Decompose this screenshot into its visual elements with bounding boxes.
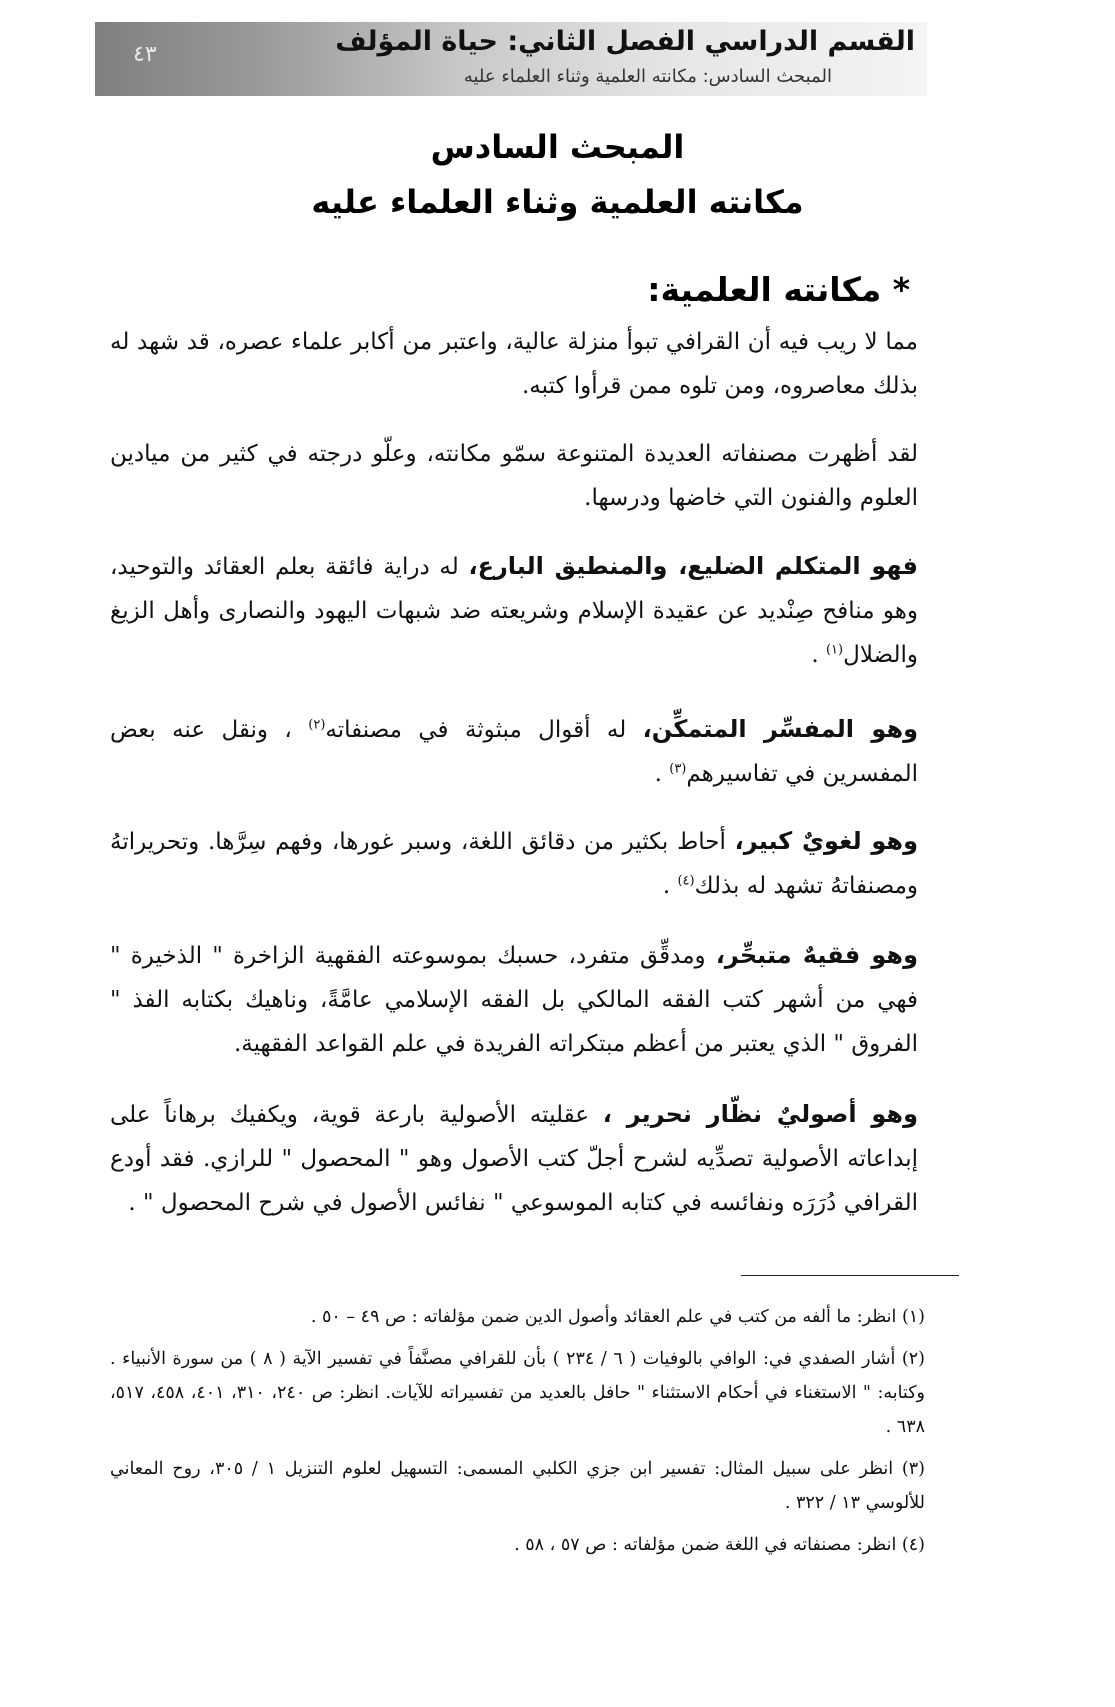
- footnote-4: (٤) انظر: مصنفاته في اللغة ضمن مؤلفاته : ص ٥٧ ، ٥٨ .: [514, 1535, 925, 1555]
- page-title: المبحث السادس: [430, 128, 685, 166]
- paragraph-usuli: [110, 1092, 918, 1225]
- running-header: [95, 22, 927, 96]
- footnote-divider: [741, 1275, 959, 1276]
- paragraph-text: ، ونقل عنه بعض المفسرين في تفاسيرهم: [110, 717, 918, 787]
- paragraph-end: .: [811, 642, 826, 668]
- paragraph-lead: فهو المتكلم الضليع، والمنطيق البارع،: [468, 552, 918, 580]
- paragraph-lughawi: [110, 819, 918, 908]
- footnote-1: (١) انظر: ما ألفه من كتب في علم العقائد وأصول الدين ضمن مؤلفاته : ص ٤٩ – ٥٠ .: [310, 1307, 925, 1327]
- footnote-ref-1[interactable]: (١): [825, 642, 844, 658]
- footnote-ref-4[interactable]: (٤): [677, 873, 695, 889]
- paragraph-1: [110, 320, 918, 408]
- paragraph-lead: وهو المفسِّر المتمكِّن،: [642, 715, 919, 743]
- paragraph-text: عقليته الأصولية بارعة قوية، ويكفيك برهاناً على إبداعاته الأصولية تصدِّيه لشرح أجلّ كتب الأصول وهو " المحصول " للرازي. فقد أودع القرافي دُرَرَه ونفائسه في كتابه الموسوعي " نفائس الأصول في شرح المحصول " .: [110, 1102, 918, 1216]
- paragraph-end: .: [654, 761, 670, 787]
- footnote-ref-2[interactable]: (٢): [308, 717, 326, 733]
- paragraph-mutakallim: [110, 544, 918, 677]
- paragraph-text: لقد أظهرت مصنفاته العديدة المتنوعة سمّو مكانته، وعلّو درجته في كثير من ميادين العلوم والفنون التي خاضها ودرسها.: [110, 441, 918, 511]
- footnote-3: (٣) انظر على سبيل المثال: تفسير ابن جزي الكلبي المسمى: التسهيل لعلوم التنزيل ١ / ٣٠٥، روح المعاني للألوسي ١٣ / ٣٢٢ .: [110, 1459, 925, 1513]
- section-heading: * مكانته العلمية:: [647, 270, 910, 309]
- paragraph-lead: وهو فقيهٌ متبحِّر،: [715, 941, 918, 969]
- paragraph-faqih: [110, 933, 918, 1066]
- page-number: ٤٣: [133, 42, 157, 67]
- paragraph-2: [110, 432, 918, 520]
- header-section-title: المبحث السادس: مكانته العلمية وثناء العلماء عليه: [463, 66, 832, 87]
- paragraph-text: أحاط بكثير من دقائق اللغة، وسبر غورها، وفهم سِرَّها. وتحريراتهُ ومصنفاتهُ تشهد له بذلك: [110, 829, 918, 899]
- page-subtitle: مكانته العلمية وثناء العلماء عليه: [311, 183, 804, 221]
- footnote-ref-3[interactable]: (٣): [669, 761, 687, 777]
- paragraph-text: له أقوال مبثوثة في مصنفاته: [325, 717, 643, 743]
- paragraph-mufassir: [110, 707, 918, 796]
- paragraph-end: .: [662, 873, 678, 899]
- paragraph-lead: وهو أصوليٌ نظّار نحرير ،: [602, 1100, 918, 1128]
- paragraph-text: مما لا ريب فيه أن القرافي تبوأ منزلة عالية، واعتبر من أكابر علماء عصره، قد شهد له بذلك معاصروه، ومن تلوه ممن قرأوا كتبه.: [110, 329, 918, 399]
- paragraph-text: ومدقِّق متفرد، حسبك بموسوعته الفقهية الزاخرة " الذخيرة " فهي من أشهر كتب الفقه المالكي بل الفقه الإسلامي عامَّةً، وناهيك بكتابه الفذ " الفروق " الذي يعتبر من أعظم مبتكراته الفريدة في علم القواعد الفقهية.: [110, 943, 918, 1057]
- footnote-2: (٢) أشار الصفدي في: الوافي بالوفيات ( ٦ / ٢٣٤ ) بأن للقرافي مصنَّفاً في تفسير الآية ( ٨ ) من سورة الأنبياء . وكتابه: " الاستغناء في أحكام الاستثناء " حافل بالعديد من تفسيراته للآيات. انظر: ص ٢٤٠، ٣١٠، ٤٠١، ٤٥٨، ٥١٧، ٦٣٨ .: [110, 1349, 925, 1437]
- header-chapter-title: القسم الدراسي الفصل الثاني: حياة المؤلف: [335, 26, 915, 57]
- paragraph-lead: وهو لغويٌ كبير،: [734, 827, 918, 855]
- paragraph-text: له دراية فائقة بعلم العقائد والتوحيد، وهو منافح صِنْديد عن عقيدة الإسلام وشريعته ضد شبهات اليهود والنصارى وأهل الزيغ والضلال: [110, 554, 918, 668]
